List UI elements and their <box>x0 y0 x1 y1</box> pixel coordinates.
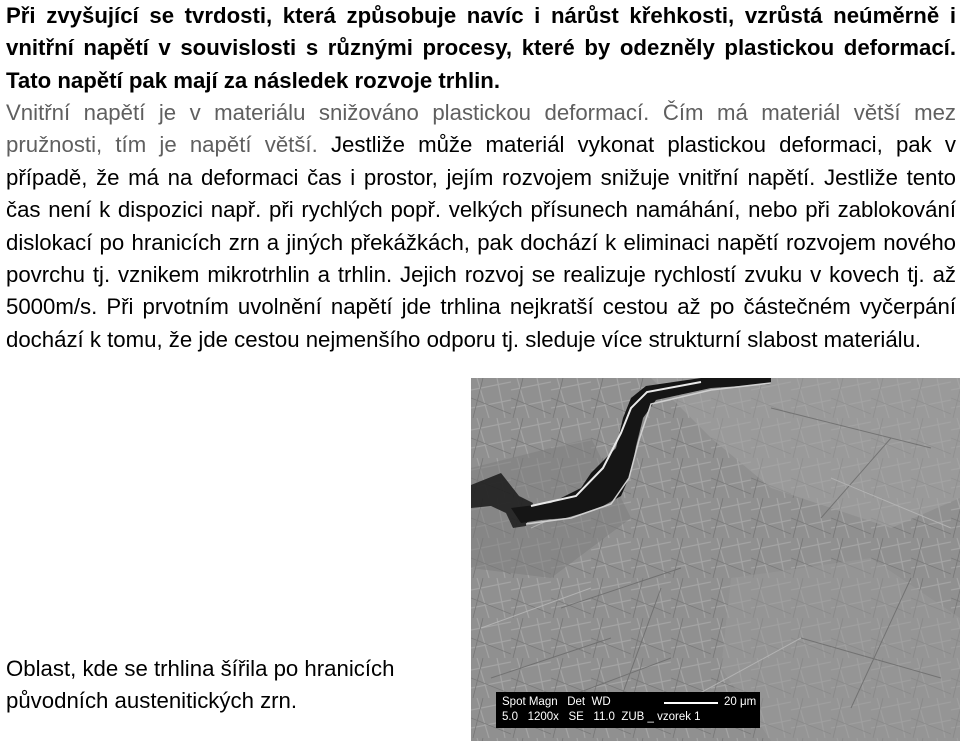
info-value-row: 5.0 1200x SE 11.0 ZUB _ vzorek 1 <box>502 711 701 723</box>
paragraph-main <box>6 97 956 356</box>
image-caption: Oblast, kde se trhlina šířila po hranicích původních austenitických zrn. <box>6 656 395 714</box>
info-header-row: Spot Magn Det WD <box>502 696 611 708</box>
paragraph-bold: Při zvyšující se tvrdosti, která způsobuje navíc i nárůst křehkosti, vzrůstá neúměrně i vnitřní napětí v souvislosti s různými procesy, které by odezněly plastickou deformací. Tato napětí pak mají za následek rozvoje trhlin. <box>6 3 956 93</box>
scale-label: 20 μm <box>724 696 757 708</box>
paragraph-grey-sentence: Vnitřní napětí je v materiálu snižováno plastickou deformací. Čím má materiál větší mez pružnosti, tím je napětí větší. <box>6 100 956 158</box>
sem-micrograph <box>471 378 960 741</box>
scale-bar <box>664 702 718 704</box>
paragraph-body-text: Jestliže může materiál vykonat plastickou deformaci, pak v případě, že má na deformaci čas i prostor, jejím rozvojem snižuje vnitřní napětí. Jestliže tento čas není k dispozici např. při rychlých popř. velkých přísunech namáhání, nebo při zablokování dislokací po hranicích zrn a jiných překážkách, pak dochází k eliminaci napětí rozvojem nového povrchu tj. vznikem mikrotrhlin a trhlin. Jejich rozvoj se realizuje rychlostí zvuku v kovech tj. až 5000m/s. Při prvotním uvolnění napětí jde trhlina nejkratší cestou až po částečném vyčerpání dochází k tomu, že jde cestou nejmenšího odporu tj. sleduje více strukturní slabost materiálu. <box>6 132 957 352</box>
micrograph-info-bar <box>496 692 760 728</box>
